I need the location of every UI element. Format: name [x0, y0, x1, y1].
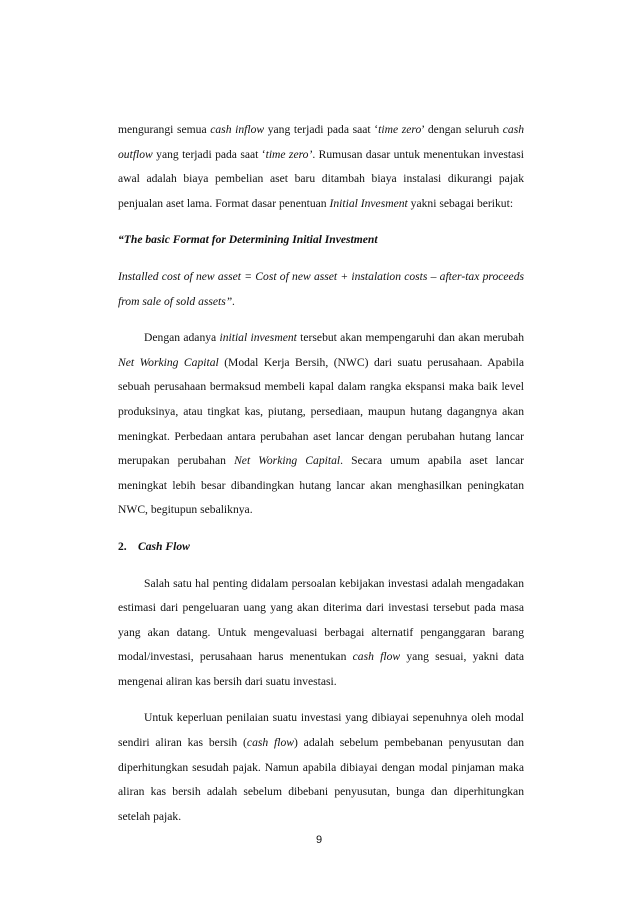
italic-term: time zero’ [265, 147, 313, 161]
text-run: Installed cost of new asset = Cost of new asset + instalation costs – after-tax proceeds from sale of sold assets”. [118, 269, 524, 308]
italic-term: cash flow [352, 650, 401, 664]
paragraph-p6 [118, 706, 524, 829]
paragraph-p3 [118, 265, 524, 314]
paragraph-p1 [118, 118, 524, 216]
italic-term: initial invesment [219, 331, 297, 345]
italic-term: Net Working Capital [234, 454, 341, 468]
text-run: “The basic Format for Determining Initial Investment [118, 233, 378, 247]
italic-term: Net Working Capital [118, 355, 219, 369]
text-run: (Modal Kerja Bersih, (NWC) dari suatu perusahaan. Apabila sebuah perusahaan bermaksud membeli kapal dalam rangka ekspansi maka baik level produksinya, atau tingkat kas, piutang, persediaan, maupun hutang dagangnya akan meningkat. Perbedaan antara perubahan aset lancar dengan perubahan hutang lancar merupakan perubahan [118, 355, 524, 468]
text-run: tersebut akan mempengaruhi dan akan merubah [296, 331, 525, 345]
section-title: Cash Flow [138, 539, 190, 553]
italic-term: Initial Invesment [329, 196, 408, 210]
text-run: yang terjadi pada saat ‘ [152, 147, 266, 161]
paragraph-p2 [118, 228, 524, 253]
text-run: Dengan adanya [144, 331, 220, 345]
text-run: yakni sebagai berikut: [407, 196, 514, 210]
section-heading [118, 535, 524, 560]
text-run: . Rumusan dasar untuk menentukan investasi awal adalah biaya pembelian aset baru ditambah biaya instalasi dikurangi pajak penjualan aset lama. Format dasar penentuan [118, 147, 524, 210]
text-run: Salah satu hal penting didalam persoalan kebijakan investasi adalah mengadakan estimasi dari pengeluaran uang yang akan diterima dari investasi tersebut pada masa yang akan datang. Untuk mengevaluasi berbagai alternatif penganggaran barang modal/investasi, perusahaan harus menentukan [118, 576, 524, 664]
italic-term: time zero [378, 123, 422, 136]
text-run: . Secara umum apabila aset lancar meningkat lebih besar dibandingkan hutang lancar akan menghasilkan peningkatan NWC, begitupun sebaliknya. [118, 454, 525, 517]
page-number: 9 [315, 834, 323, 846]
text-run: mengurangi semua [118, 123, 211, 136]
italic-term: cash inflow [210, 123, 265, 136]
section-number: 2. [118, 539, 127, 553]
italic-term: cash outflow [118, 123, 525, 161]
paragraph-p4 [118, 326, 524, 523]
text-run: yang sesuai, yakni data mengenai aliran kas bersih dari suatu investasi. [118, 650, 524, 688]
text-run: ) adalah sebelum pembebanan penyusutan dan diperhitungkan sesudah pajak. Namun apabila dibiayai dengan modal pinjaman maka aliran kas bersih adalah sebelum dibebani penyusutan, bunga dan diperhitungkan setelah pajak. [118, 736, 525, 823]
italic-term: cash flow [246, 736, 294, 750]
page-body [118, 118, 524, 841]
text-run: ’ dengan seluruh [421, 123, 503, 136]
text-run: yang terjadi pada saat ‘ [264, 123, 379, 136]
paragraph-p5 [118, 572, 524, 695]
text-run: Untuk keperluan penilaian suatu investasi yang dibiayai sepenuhnya oleh modal sendiri aliran kas bersih ( [118, 711, 524, 750]
